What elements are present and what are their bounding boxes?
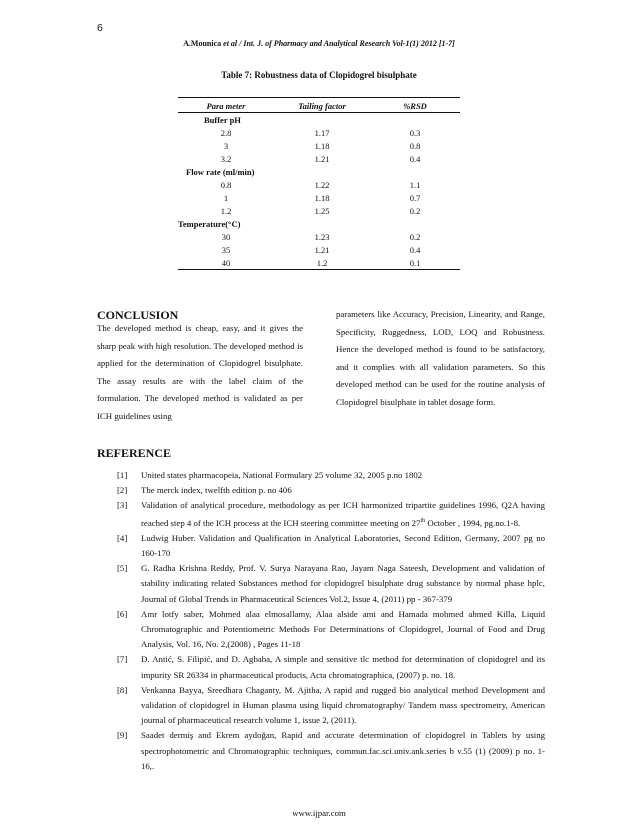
table-row <box>178 139 460 152</box>
table-row <box>178 178 460 191</box>
table-cell: 0.3 <box>409 127 421 138</box>
table-cell: 1.1 <box>409 179 421 190</box>
table-cell: 0.1 <box>370 256 460 270</box>
reference-number: [5] <box>117 563 128 574</box>
reference-number: [6] <box>117 608 128 619</box>
table-cell: 3.2 <box>220 153 232 164</box>
reference-text: Saadet dermiş and Ekrem aydoğan, Rapid and accurate determination of clopidogrel in Tablets by using spectrophotometric and Chromatographic techniques, commun.fac.sci.univ.ank.series b v.55 (1) (2009) p no. 1-16,. <box>141 730 545 771</box>
table-row <box>178 126 460 139</box>
table-cell: 1 <box>223 192 229 203</box>
group-row <box>178 165 460 178</box>
table-cell: 2.8 <box>220 127 232 138</box>
reference-number: [2] <box>117 485 128 496</box>
table-row <box>178 256 460 270</box>
table-cell: 1.2 <box>274 256 370 270</box>
table-cell: 0.7 <box>409 192 421 203</box>
reference-text: Validation of analytical procedure, methodology as per ICH harmonized tripartite guidelines 1996, Q2A having reached step 4 of the ICH process at the ICH steering committee meeting on 27 <box>141 500 545 528</box>
table-row <box>178 191 460 204</box>
header-journal: et al / Int. J. of Pharmacy and Analytical Research Vol-1(1) 2012 [1-7] <box>221 39 455 48</box>
reference-text: Amr lotfy saber, Mohmed alaa elmosallamy, Alaa alside ami and Hamada mohmed ahmed Killa, Liquid Chromatographic and Potentiometric Methods For Determinations of Clopidogrel, Journal of Food and Drug Analysis, Vol. 16, No. 2,(2008) , Pages 11-18 <box>141 608 545 650</box>
reference-item <box>117 683 545 729</box>
table-cell: 0.2 <box>409 205 421 216</box>
reference-superscript: th <box>420 517 426 524</box>
header-author: A.Mounica <box>183 39 222 48</box>
reference-number: [4] <box>117 532 128 543</box>
reference-text: United states pharmacopeia, National Formulary 25 volume 32, 2005 p.no 1802 <box>141 470 423 480</box>
footer-url[interactable]: www.ijpar.com <box>292 808 346 818</box>
header-rsd: %RSD <box>370 98 460 113</box>
conclusion-left-column: The developed method is cheap, easy, and it gives the sharp peak with high resolution. The developed method is applied for the determination of Clopidogrel bisulphate. The assay results are with the label claim of the formulation. The developed method is validated as per ICH guidelines using <box>97 323 303 421</box>
table-cell: 35 <box>221 244 231 255</box>
reference-number: [7] <box>117 654 128 665</box>
reference-heading: REFERENCE <box>97 446 172 460</box>
table-cell: 1.2 <box>220 205 232 216</box>
reference-text: The merck index, twelfth edition p. no 406 <box>141 485 292 496</box>
reference-number: [1] <box>117 470 128 480</box>
table-row <box>178 243 460 256</box>
table-cell: 1.18 <box>314 140 330 151</box>
running-header <box>0 39 638 48</box>
reference-item <box>117 561 545 607</box>
page-number: 6 <box>97 22 103 34</box>
reference-number: [3] <box>117 500 128 511</box>
table-cell: 1.23 <box>314 231 330 242</box>
table-header-row <box>178 98 460 113</box>
header-parameter: Para meter <box>178 98 274 113</box>
table-cell: 1.17 <box>314 127 330 138</box>
reference-text: D. Antić, S. Filipić, and D. Agbaba, A simple and sensitive tlc method for determination of clopidogrel and its impurity SR 26334 in pharmaceutical products, Acta chromatographica, (2007) p. no. 18. <box>141 654 545 680</box>
table-cell: 3 <box>223 140 229 151</box>
table-cell: 0.2 <box>409 231 421 242</box>
group-row <box>178 113 460 127</box>
reference-item <box>117 728 545 774</box>
table-cell: 1.21 <box>314 244 330 255</box>
table-row <box>178 152 460 165</box>
reference-item <box>117 607 545 653</box>
reference-item <box>117 483 545 498</box>
table-cell: 30 <box>221 231 231 242</box>
reference-item <box>117 498 545 530</box>
table-cell: 0.8 <box>220 179 232 190</box>
table-cell: 0.8 <box>409 140 421 151</box>
reference-item <box>117 468 545 483</box>
table-cell: 0.4 <box>409 244 421 255</box>
reference-text: Venkanna Bayya, Sreedhara Chaganty, M. Ajitha, A rapid and rugged bio analytical method Development and validation of clopidogrel in Human plasma using liquid chromatography/ Tandem mass spectrometry, American journal of pharmaceutical research volume 1, issue 2, (2011). <box>141 684 545 726</box>
reference-text: Ludwig Huber. Validation and Qualification in Analytical Laboratories, Second Edition, Germany, 2007 pg no 160-170 <box>141 532 545 558</box>
reference-text-continued: October , 1994, pg.no.1-8. <box>425 517 521 528</box>
reference-text: G. Radha Krishna Reddy, Prof. V. Surya Narayana Rao, Jayam Naga Sateesh, Development and validation of stability indicating related Substances method for clopidogrel bisulphate drug substance by normal phase hplc, Journal of Global Trends in Pharmaceutical Sciences Vol.2, Issue 4, (2011) pp - 367-379 <box>141 563 545 604</box>
conclusion-heading: CONCLUSION <box>97 308 179 322</box>
reference-number: [8] <box>117 684 128 695</box>
reference-list <box>117 468 545 774</box>
table-row <box>178 204 460 217</box>
table-cell: 1.18 <box>314 192 330 203</box>
group-label-temperature: Temperature(°C) <box>178 218 241 229</box>
table-cell: 0.4 <box>409 153 421 164</box>
table-cell: 40 <box>178 256 274 270</box>
reference-item <box>117 652 545 682</box>
reference-number: [9] <box>117 730 128 741</box>
table-cell: 1.22 <box>314 179 330 190</box>
group-row <box>178 217 460 230</box>
header-tailing-factor: Tailing factor <box>274 98 370 113</box>
group-label-buffer-ph: Buffer pH <box>204 114 241 125</box>
group-label-flow-rate: Flow rate (ml/min) <box>186 166 255 177</box>
conclusion-right-column: parameters like Accuracy, Precision, Linearity, and Range, Specificity, Ruggedness, LOD, LOQ and Robustness. Hence the developed method is found to be satisfactory, and it complies with all validation parameters. So this developed method can be used for the routine analysis of Clopidogrel bisulphate in tablet dosage form. <box>336 309 545 407</box>
table-row <box>178 230 460 243</box>
robustness-table <box>178 97 460 270</box>
table-caption: Table 7: Robustness data of Clopidogrel bisulphate <box>221 70 417 80</box>
reference-item <box>117 531 545 561</box>
table-cell: 1.21 <box>314 153 330 164</box>
table-cell: 1.25 <box>314 205 330 216</box>
